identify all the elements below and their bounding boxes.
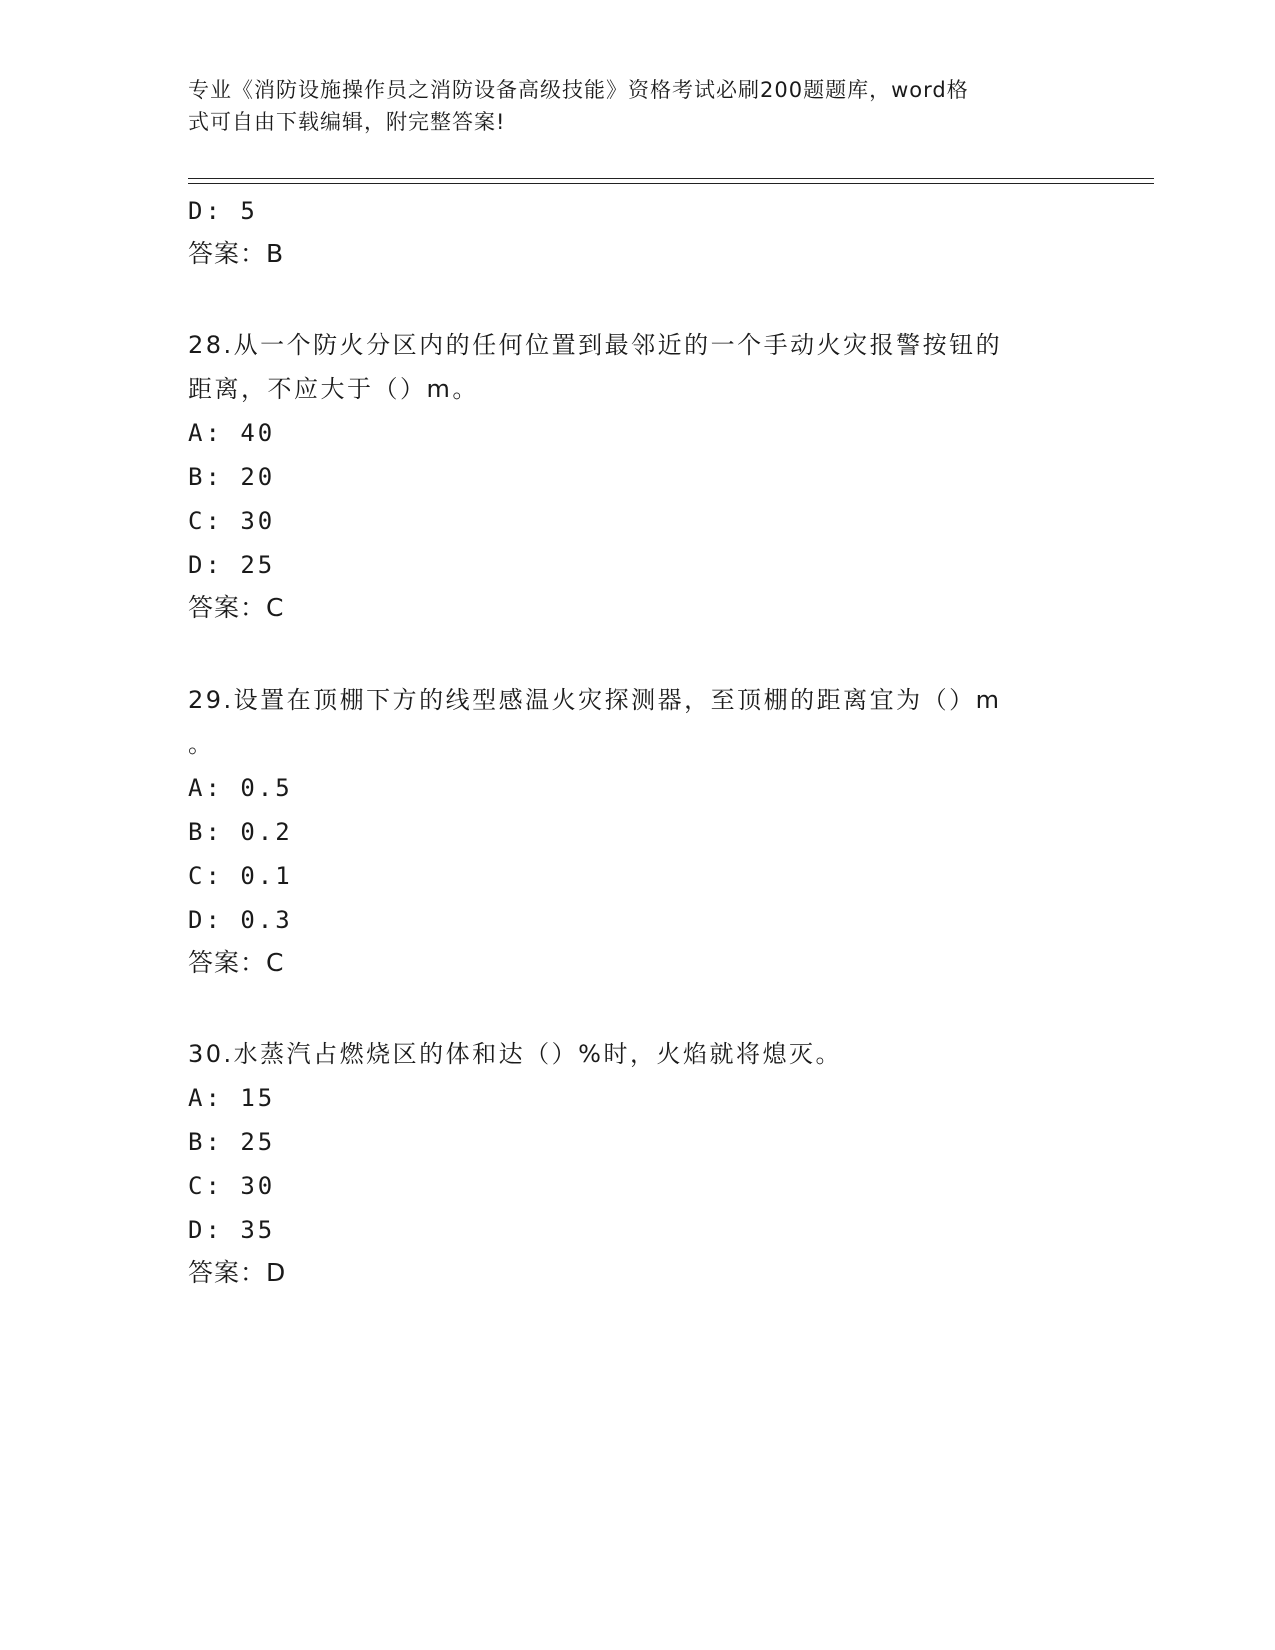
answer: 答案：C (188, 593, 285, 622)
header-rule-top (188, 178, 1154, 179)
question-stem-line1: 28.从一个防火分区内的任何位置到最邻近的一个手动火灾报警按钮的 (188, 331, 1003, 359)
answer: 答案：D (188, 1258, 287, 1287)
answer: 答案：C (188, 948, 285, 977)
document-title: 专业《消防设施操作员之消防设备高级技能》资格考试必刷200题题库，word格 式可自由下载编辑，附完整答案! (188, 78, 969, 134)
option-d: D: 0.3 (188, 906, 293, 934)
question-stem-line2: 距离，不应大于（）m。 (188, 375, 479, 403)
question-stem-line2: 。 (188, 730, 215, 758)
answer-prev: 答案：B (188, 239, 285, 268)
option-c: C: 0.1 (188, 862, 293, 890)
option-a: A: 0.5 (188, 774, 293, 802)
option-a: A: 15 (188, 1084, 276, 1112)
option-d-prev: D: 5 (188, 197, 258, 225)
option-b: B: 0.2 (188, 818, 293, 846)
option-d: D: 25 (188, 551, 276, 579)
header-rule-bottom (188, 183, 1154, 184)
question-stem-line1: 29.设置在顶棚下方的线型感温火灾探测器，至顶棚的距离宜为（）m (188, 686, 1002, 714)
question-stem-line1: 30.水蒸汽占燃烧区的体和达（）%时，火焰就将熄灭。 (188, 1040, 842, 1068)
option-d: D: 35 (188, 1216, 276, 1244)
option-a: A: 40 (188, 419, 276, 447)
option-b: B: 20 (188, 463, 276, 491)
option-b: B: 25 (188, 1128, 276, 1156)
option-c: C: 30 (188, 1172, 276, 1200)
option-c: C: 30 (188, 507, 276, 535)
